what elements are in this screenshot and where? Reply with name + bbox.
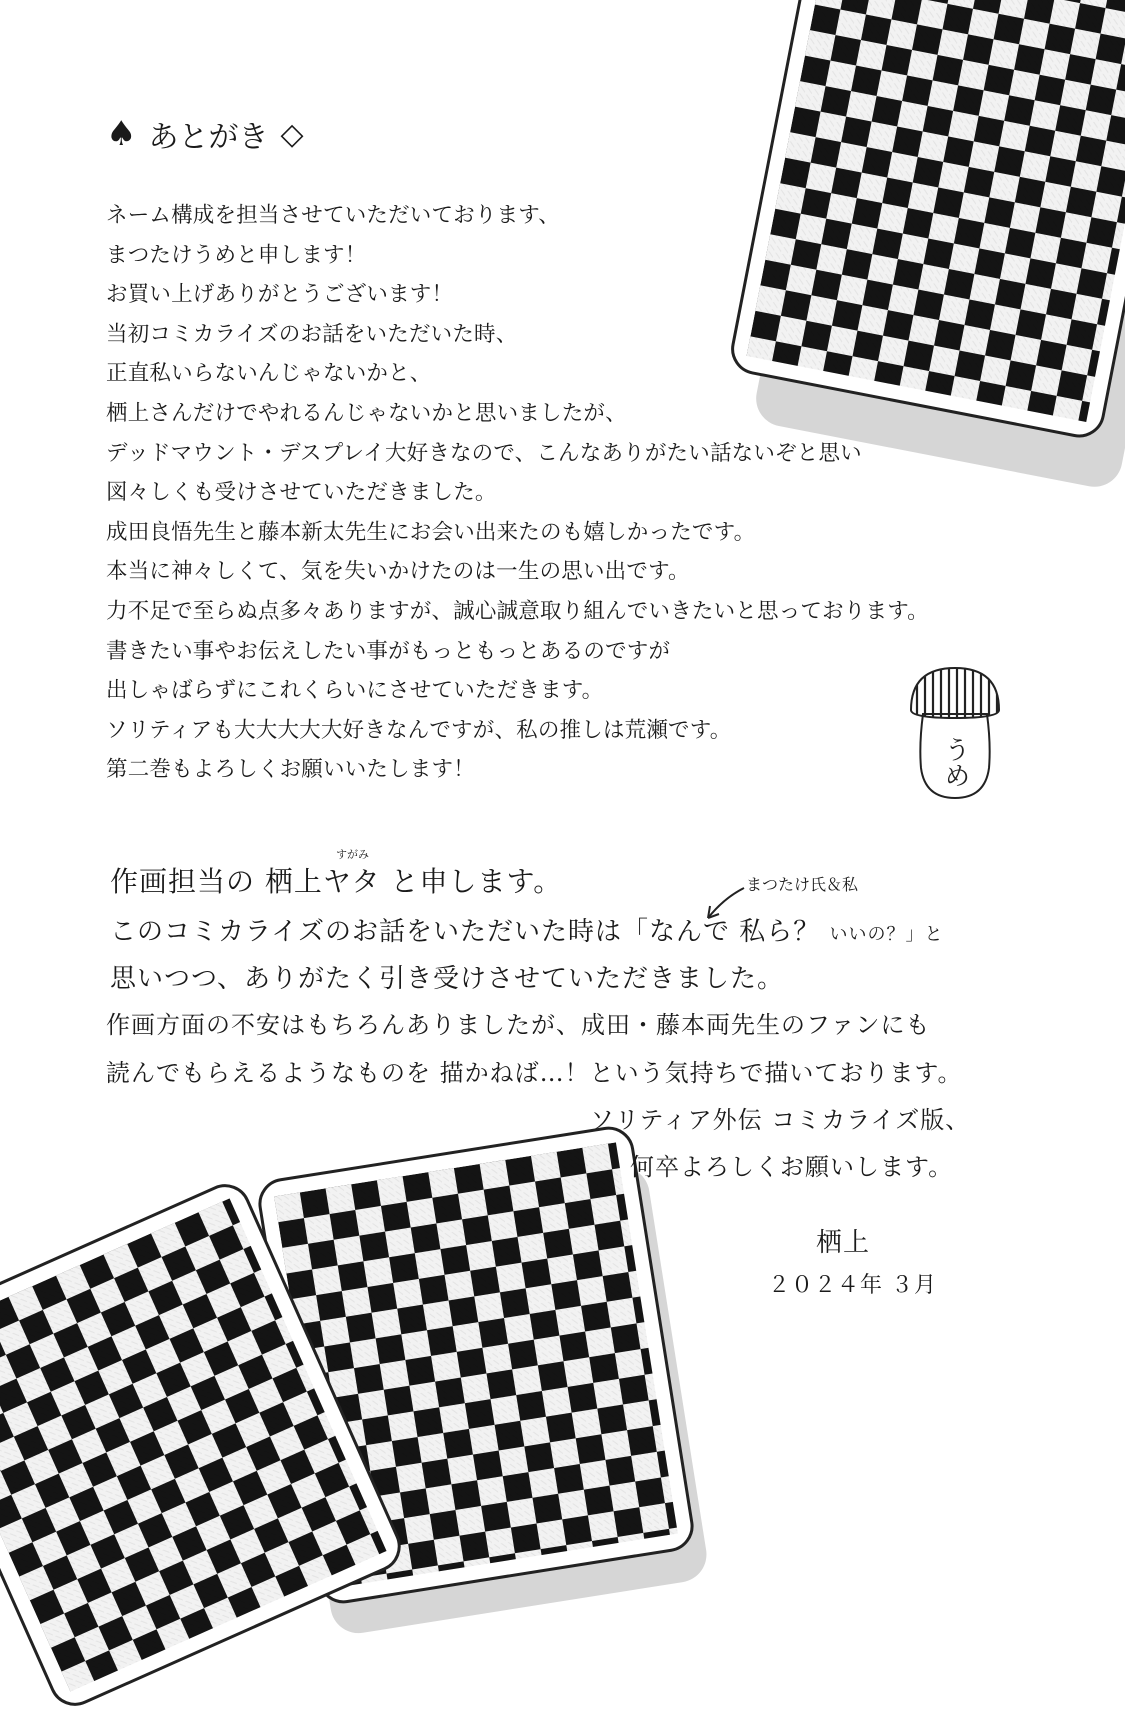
afterword-title: あとがき: [148, 120, 269, 155]
hand-line-6: ソリティア外伝 コミカライズ版、: [590, 1106, 971, 1134]
text-line: 本当に神々しくて、気を失いかけたのは一生の思い出です。: [106, 559, 690, 585]
afterword-heading: [106, 112, 304, 156]
hand-line-4: 作画方面の不安はもちろんありましたが、成田・藤本両先生のファンにも: [106, 1011, 931, 1039]
hand-line-2a: このコミカライズのお話をいただいた時は「なんで 私ら？: [110, 917, 821, 947]
text-line: ソリティアも大大大大大好きなんですが、私の推しは荒瀬です。: [106, 717, 732, 743]
text-line: 第二巻もよろしくお願いいたします！: [106, 757, 475, 783]
text-line: お買い上げありがとうございます！: [106, 282, 454, 308]
hand-line-3: 思いつつ、ありがたく引き受けさせていただきました。: [110, 964, 784, 994]
text-line: 出しゃばらずにこれくらいにさせていただきます。: [106, 678, 604, 704]
hand-line-1: 作画担当の 栖上ヤタ と申します。: [110, 865, 563, 898]
handwritten-annotation: まつたけ氏＆私: [746, 875, 859, 894]
text-line: デッドマウント・デスプレイ大好きなので、こんなありがたい話ないぞと思い: [106, 440, 862, 466]
hand-line-2: [110, 911, 944, 948]
text-line: 成田良悟先生と藤本新太先生にお会い出来たのも嬉しかったです。: [106, 519, 756, 545]
furigana-ruby: すがみ: [336, 848, 369, 861]
hand-line-7: 何卒よろしくお願いします。: [630, 1153, 954, 1181]
date: ２０２４年 ３月: [768, 1273, 937, 1298]
diamond-outline-icon: ◇: [280, 116, 304, 152]
hand-line-5: 読んでもらえるようなものを 描かねば…！という気持ちで描いております。: [106, 1059, 963, 1087]
spade-icon: ♠: [106, 114, 137, 154]
text-line: 当初コミカライズのお話をいただいた時、: [106, 321, 518, 347]
hand-line-2b: いいの？」と: [829, 924, 944, 945]
signature: 栖上: [816, 1228, 871, 1258]
typed-afterword-body: [106, 196, 929, 790]
text-line: 図々しくも受けさせていただきました。: [106, 480, 497, 506]
text-line: 書きたい事やお伝えしたい事がもっともっとあるのですが: [106, 638, 671, 664]
text-line: 力不足で至らぬ点多々ありますが、誠心誠意取り組んでいきたいと思っております。: [106, 598, 929, 624]
matsutake-mascot-icon: [905, 664, 1005, 802]
text-line: ネーム構成を担当させていただいております、: [106, 203, 560, 228]
mascot-label: うめ: [940, 736, 970, 788]
text-line: まつたけうめと申します！: [106, 242, 367, 268]
text-line: 正直私いらないんじゃないかと、: [106, 361, 432, 387]
text-line: 栖上さんだけでやれるんじゃないかと思いましたが、: [106, 400, 627, 426]
